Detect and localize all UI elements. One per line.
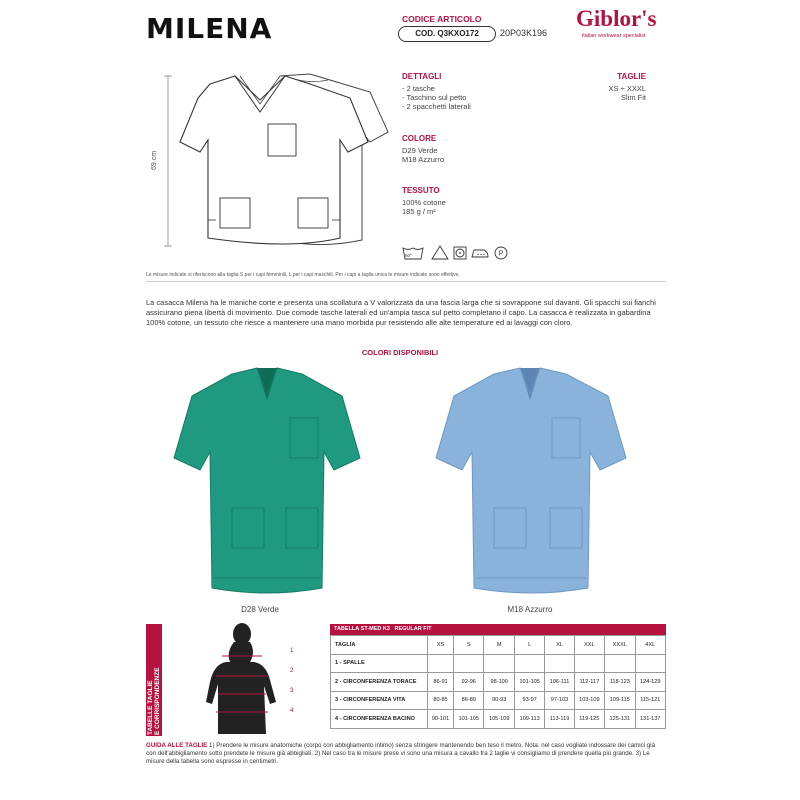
svg-text:P: P: [498, 250, 504, 258]
table-cell: 90-101: [428, 710, 454, 729]
table-cell: [605, 654, 635, 673]
table-header-cell: TAGLIA: [331, 636, 428, 655]
table-cell: 3 - CIRCONFERENZA VITA: [331, 691, 428, 710]
table-cell: 98-100: [484, 673, 514, 692]
colore-item: D29 Verde: [402, 146, 438, 155]
dettagli-heading: DETTAGLI: [402, 72, 442, 81]
table-cell: [484, 654, 514, 673]
table-cell: 131-137: [635, 710, 666, 729]
table-cell: 125-131: [605, 710, 635, 729]
article-code: COD. Q3KXO172: [398, 26, 496, 42]
table-cell: [545, 654, 574, 673]
table-cell: 1 - SPALLE: [331, 654, 428, 673]
table-header-cell: M: [484, 636, 514, 655]
tessuto-list: [402, 198, 446, 216]
iron-icon: [472, 250, 488, 257]
table-cell: [454, 654, 484, 673]
size-table: [330, 635, 666, 729]
table-cell: 106-111: [545, 673, 574, 692]
taglie-fit: Slim Fit: [621, 93, 646, 102]
figure-number-4: 4: [290, 708, 294, 714]
tessuto-item: 185 g / m²: [402, 207, 436, 216]
brand-logo: Giblor's: [576, 6, 657, 31]
size-side-label: [147, 615, 161, 735]
table-header-cell: 4XL: [635, 636, 666, 655]
table-row: [331, 710, 666, 729]
figure-number-2: 2: [290, 668, 294, 674]
tessuto-heading: TESSUTO: [402, 186, 440, 195]
table-cell: 90-93: [484, 691, 514, 710]
brand-tagline: italian workwear specialist: [582, 33, 646, 39]
size-table-fit: REGULAR FIT: [394, 626, 432, 632]
table-cell: 118-123: [605, 673, 635, 692]
table-cell: 103-109: [574, 691, 604, 710]
figure-number-3: 3: [290, 688, 294, 694]
tumble-dry-icon: [454, 247, 466, 259]
wash-temp: 60°: [405, 253, 412, 258]
table-cell: 2 - CIRCONFERENZA TORACE: [331, 673, 428, 692]
size-guide-text: 1) Prendere le misure anatomiche (corpo con abbigliamento intimo) senza stringere mantenendo ben teso il metro. Nota: nel caso vogliate indossare dei camici già con dell'abbigliamento sotto prendete le misure già abbigliati. 2) Nel caso tra le misure prese vi sono una misura a cavallo fra 2 taglie vi consigliamo di prendere quella più grande. 3) Le misure della tabella sono espresse in centimetri.: [146, 742, 656, 765]
table-cell: 86-91: [428, 673, 454, 692]
table-cell: 115-121: [635, 691, 666, 710]
body-silhouette: [196, 622, 286, 736]
table-cell: 97-103: [545, 691, 574, 710]
table-header-cell: S: [454, 636, 484, 655]
table-cell: [514, 654, 544, 673]
table-cell: [635, 654, 666, 673]
colore-heading: COLORE: [402, 134, 437, 143]
tessuto-item: 100% cotone: [402, 198, 446, 207]
color-caption-azzurro: M18 Azzurro: [507, 605, 553, 614]
alt-code: 20P03K196: [500, 28, 548, 38]
side-label-line: E CORRISPONDENZE: [154, 667, 161, 735]
table-cell: 4 - CIRCONFERENZA BACINO: [331, 710, 428, 729]
bleach-icon: [432, 246, 448, 259]
table-header-cell: L: [514, 636, 544, 655]
table-cell: 112-117: [574, 673, 604, 692]
size-guide: [146, 742, 666, 766]
table-row: [331, 654, 666, 673]
colore-list: [402, 146, 444, 164]
table-cell: 105-109: [484, 710, 514, 729]
dettagli-item: - Taschino sul petto: [402, 93, 467, 102]
table-cell: 124-129: [635, 673, 666, 692]
size-note: Le misure indicate si riferiscono alla taglia S per i capi femminili, L per i capi maschili. Per i capi a taglia unica le misure indicate sono effettive.: [146, 272, 460, 278]
table-cell: [574, 654, 604, 673]
figure-number-1: 1: [290, 648, 294, 654]
size-guide-heading: GUIDA ALLE TAGLIE: [146, 742, 208, 749]
taglie-info: [586, 84, 646, 102]
divider: [146, 281, 666, 282]
table-row: [331, 673, 666, 692]
side-label-line: TABELLE TAGLIE: [147, 680, 154, 735]
table-cell: 86-89: [454, 691, 484, 710]
table-header-cell: XL: [545, 636, 574, 655]
table-cell: [428, 654, 454, 673]
table-header-row: [331, 636, 666, 655]
color-caption-verde: D28 Verde: [241, 605, 279, 614]
garment-photo-verde: [172, 366, 362, 598]
taglie-range: XS ÷ XXXL: [608, 84, 646, 93]
table-header-cell: XXXL: [605, 636, 635, 655]
table-cell: 109-115: [605, 691, 635, 710]
dettagli-list: [402, 84, 471, 111]
table-header-cell: XXL: [574, 636, 604, 655]
colors-heading: COLORI DISPONIBILI: [361, 348, 439, 357]
table-cell: 92-96: [454, 673, 484, 692]
dry-clean-icon: [495, 247, 507, 259]
height-measure: 69 cm: [151, 150, 158, 170]
dettagli-item: - 2 spacchetti laterali: [402, 102, 471, 111]
table-cell: 80-85: [428, 691, 454, 710]
technical-drawing: [160, 70, 390, 255]
product-title: MILENA: [146, 12, 273, 45]
care-icons: [402, 244, 512, 262]
garment-photo-azzurro: [432, 366, 632, 598]
table-row: [331, 691, 666, 710]
dettagli-item: - 2 tasche: [402, 84, 435, 93]
table-cell: 119-125: [574, 710, 604, 729]
taglie-heading: TAGLIE: [617, 72, 646, 81]
table-header-cell: XS: [428, 636, 454, 655]
colore-item: M18 Azzurro: [402, 155, 445, 164]
size-table-titlebar: [330, 624, 666, 635]
table-cell: 93-97: [514, 691, 544, 710]
table-cell: 101-105: [514, 673, 544, 692]
table-cell: 109-113: [514, 710, 544, 729]
table-cell: 101-105: [454, 710, 484, 729]
description: La casacca Milena ha le maniche corte e presenta una scollatura a V valorizzata da una fascia larga che si sovrappone sul davanti. Gli spacchi sui fianchi assicurano piena libertà di movimento. Due comode tasche laterali ed un'ampia tasca sul petto completano il capo. La casacca è realizzata in gabardina 100% cotone, un tessuto che riesce a mantenere una mano morbida pur resistendo alle alte temperature ed ai lavaggi con cloro.: [146, 298, 656, 327]
codice-label: CODICE ARTICOLO: [402, 14, 482, 24]
table-cell: 113-119: [545, 710, 574, 729]
size-table-title: TABELLA ST-MED K3: [334, 626, 390, 632]
